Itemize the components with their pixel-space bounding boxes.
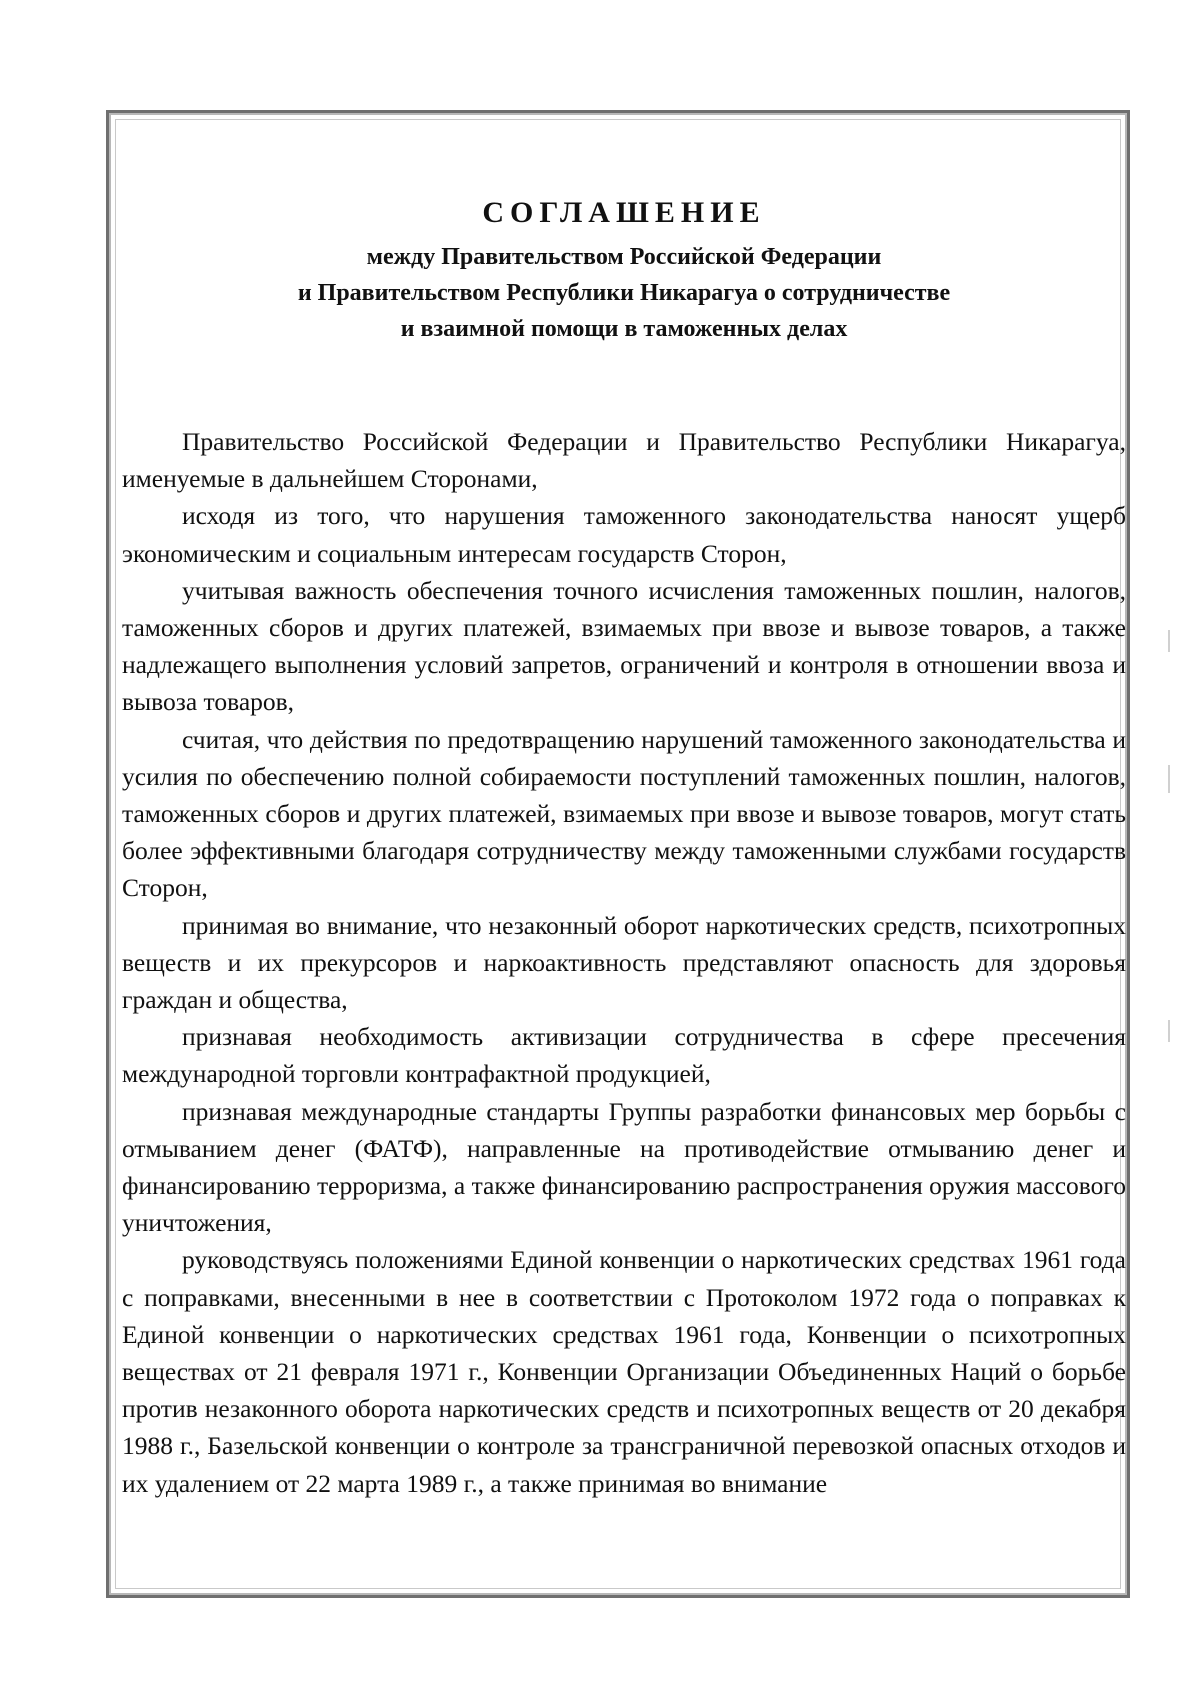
paragraph: исходя из того, что нарушения таможенного законодательства наносят ущерб экономическим и социальным интересам государств Сторон, — [122, 501, 1126, 568]
paragraph: учитывая важность обеспечения точного исчисления таможенных пошлин, налогов, таможенных сборов и других платежей, взимаемых при ввозе и вывозе товаров, а также надлежащего выполнения условий запретов, ограничений и контроля в отношении ввоза и вывоза товаров, — [122, 575, 1126, 717]
paragraph: признавая международные стандарты Группы разработки финансовых мер борьбы с отмыванием денег (ФАТФ), направленные на противодействие отмыванию денег и финансированию терроризма, а также финансированию распространения оружия массового уничтожения, — [122, 1096, 1126, 1238]
paragraph: признавая необходимость активизации сотрудничества в сфере пресечения международной торговли контрафактной продукцией, — [122, 1022, 1126, 1089]
margin-mark — [1168, 765, 1170, 793]
margin-mark — [1168, 1020, 1170, 1042]
paragraph: считая, что действия по предотвращению нарушений таможенного законодательства и усилия по обеспечению полной собираемости поступлений таможенных пошлин, налогов, таможенных сборов и других платежей, взимаемых при ввозе и вывозе товаров, могут стать более эффективными благодаря сотрудничеству между таможенными службами государств Сторон, — [122, 724, 1126, 903]
paragraph: принимая во внимание, что незаконный оборот наркотических средств, психотропных веществ и их прекурсоров и наркоактивность представляют опасность для здоровья граждан и общества, — [122, 910, 1126, 1015]
margin-mark — [1168, 630, 1170, 652]
document-body — [122, 423, 1126, 1502]
document-subtitle-line: между Правительством Российской Федерации — [366, 244, 882, 270]
document-subtitle-line: и Правительством Республики Никарагуа о сотрудничестве — [297, 280, 951, 306]
paragraph: Правительство Российской Федерации и Правительство Республики Никарагуа, именуемые в дальнейшем Сторонами, — [122, 427, 1126, 494]
document-title: СОГЛАШЕНИЕ — [482, 196, 766, 229]
title-block — [122, 195, 1126, 347]
document-subtitle-line: и взаимной помощи в таможенных делах — [400, 316, 848, 342]
document-content — [122, 195, 1126, 1502]
paragraph: руководствуясь положениями Единой конвенции о наркотических средствах 1961 года с поправками, внесенными в нее в соответствии с Протоколом 1972 года о поправках к Единой конвенции о наркотических средствах 1961 года, Конвенции о психотропных веществах от 21 февраля 1971 г., Конвенции Организации Объединенных Наций о борьбе против незаконного оборота наркотических средств и психотропных веществ от 20 декабря 1988 г., Базельской конвенции о контроле за трансграничной перевозкой опасных отходов и их удалением от 22 марта 1989 г., а также принимая во внимание — [122, 1245, 1126, 1498]
